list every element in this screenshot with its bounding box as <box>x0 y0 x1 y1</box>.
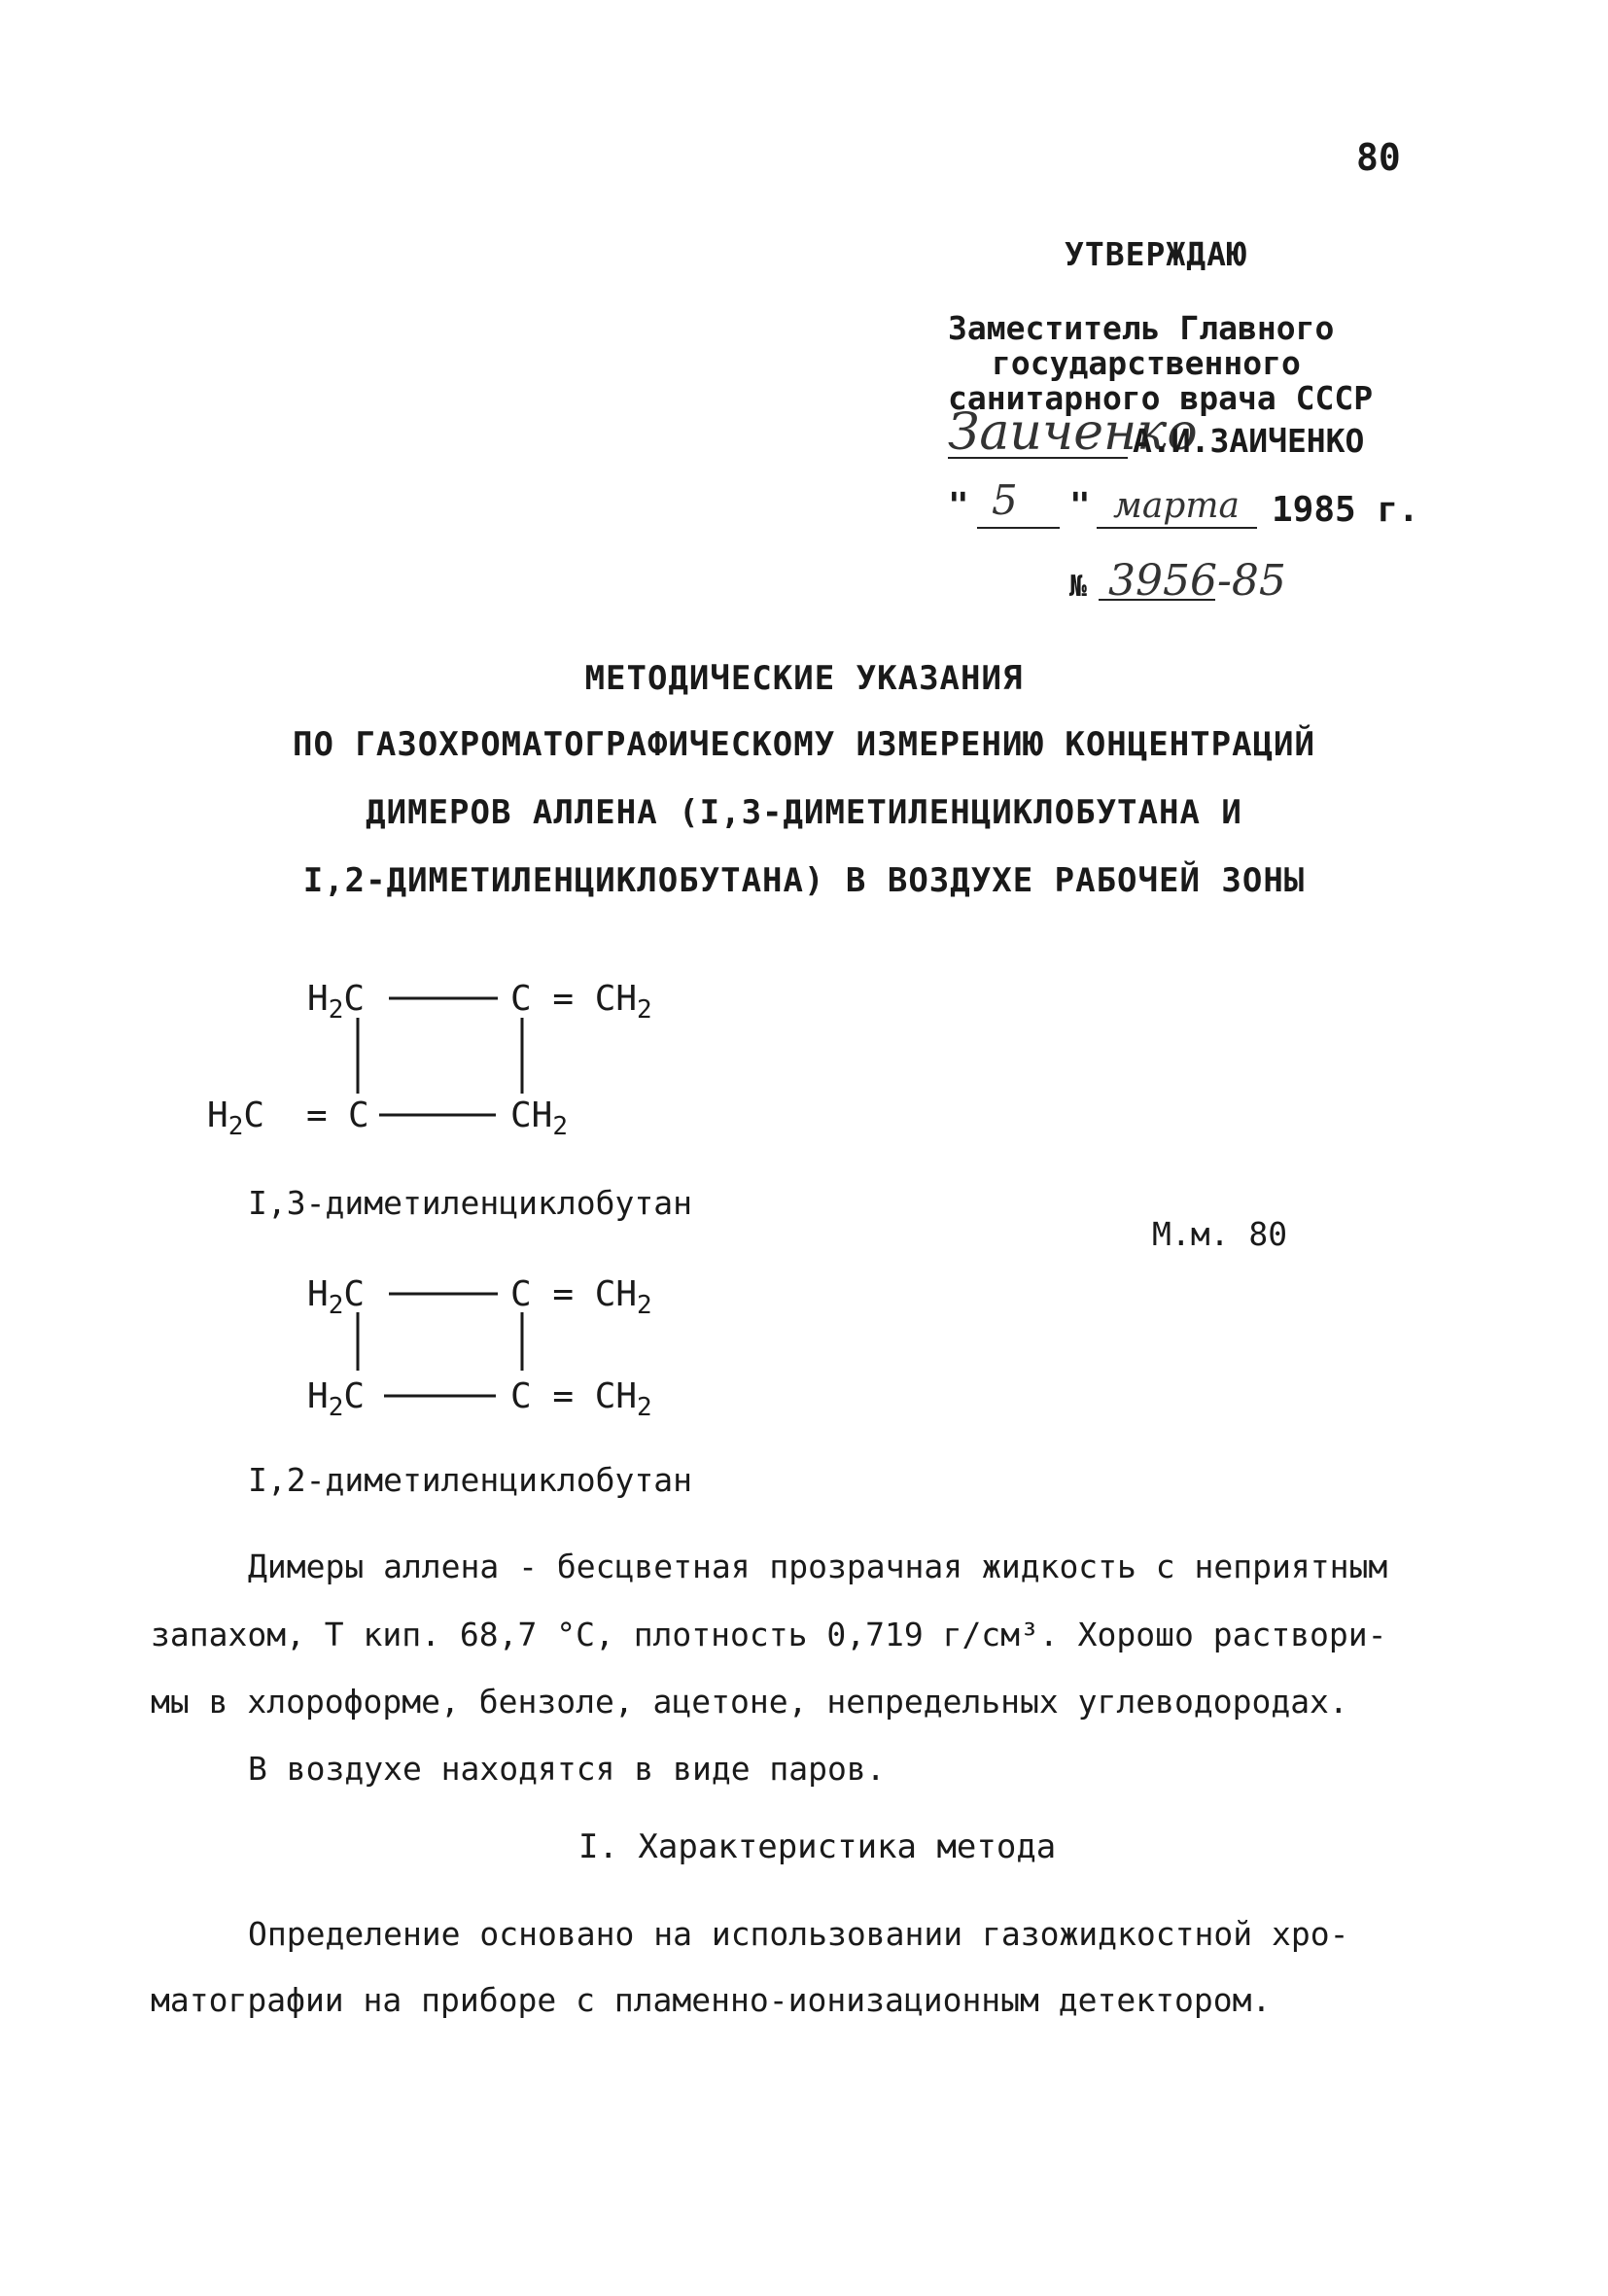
formula2-bottom-left-group: $H_2C$ <box>307 1376 366 1422</box>
formula2-top-left-group: $H_2C$ <box>307 1274 366 1320</box>
title-line4: I,2-ДИМЕТИЛЕНЦИКЛОБУТАНА) В ВОЗДУХЕ РАБОЧЕЙ ЗОНЫ <box>302 861 1306 900</box>
approver-name: А.И.ЗАИЧЕНКО <box>1133 422 1365 460</box>
title-line2: ПО ГАЗОХРОМАТОГРАФИЧЕСКОМУ ИЗМЕРЕНИЮ КОНЦЕНТРАЦИЙ <box>292 725 1316 764</box>
formula1-top-right-group: $C = CH_2$ <box>510 979 652 1025</box>
paragraph1-line2: запахом, Т кип. 68,7 °С, плотность 0,719 г/см³. Хорошо раствори- <box>151 1616 1387 1653</box>
paragraph2-line2: матографии на приборе с пламенно-ионизационным детектором. <box>151 1981 1272 2019</box>
approval-position-line1: Заместитель Главного <box>948 309 1335 347</box>
paragraph1-line4: В воздухе находятся в виде паров. <box>248 1750 886 1788</box>
approval-heading: УТВЕРЖДАЮ <box>1065 235 1247 273</box>
approval-position-line3: санитарного врача СССР <box>948 379 1374 417</box>
approval-position-line2: государственного <box>992 344 1301 382</box>
page-number: 80 <box>1356 136 1401 179</box>
handwritten-signature: Заиченко <box>948 403 1198 462</box>
number-sign: № <box>1069 570 1088 604</box>
date-month: марта <box>1113 486 1240 526</box>
molar-mass: М.м. 80 <box>1152 1215 1288 1253</box>
formula1-bottom-right-group: $CH_2$ <box>510 1096 569 1141</box>
section-heading: I. Характеристика метода <box>578 1827 1057 1866</box>
title-line1: МЕТОДИЧЕСКИЕ УКАЗАНИЯ <box>584 659 1024 698</box>
formula2-top-right-group: $C = CH_2$ <box>510 1274 652 1320</box>
formula1-double-bond: = <box>306 1096 328 1135</box>
formula2-bottom-right-group: $C = CH_2$ <box>510 1376 652 1422</box>
formula1-exo-methylene: $H_2C$ <box>207 1096 265 1141</box>
formula1-top-left-group: $H_2C$ <box>307 979 366 1025</box>
formula1-label: I,3-диметиленциклобутан <box>248 1184 692 1222</box>
formula1-bottom-left-carbon: C <box>348 1096 369 1135</box>
paragraph1-line1: Димеры аллена - бесцветная прозрачная жидкость с неприятным <box>248 1548 1388 1585</box>
date-open-quote: " <box>948 486 969 526</box>
paragraph2-line1: Определение основано на использовании газожидкостной хро- <box>248 1915 1349 1953</box>
date-day: 5 <box>992 476 1018 524</box>
paragraph1-line3: мы в хлороформе, бензоле, ацетоне, непредельных углеводородах. <box>151 1683 1348 1721</box>
title-line3: ДИМЕРОВ АЛЛЕНА (I,3-ДИМЕТИЛЕНЦИКЛОБУТАНА И <box>366 793 1242 832</box>
date-year: 1985 г. <box>1272 490 1419 530</box>
document-number: 3956-85 <box>1108 556 1286 606</box>
formula2-label: I,2-диметиленциклобутан <box>248 1461 692 1499</box>
date-close-quote: " <box>1069 486 1091 526</box>
